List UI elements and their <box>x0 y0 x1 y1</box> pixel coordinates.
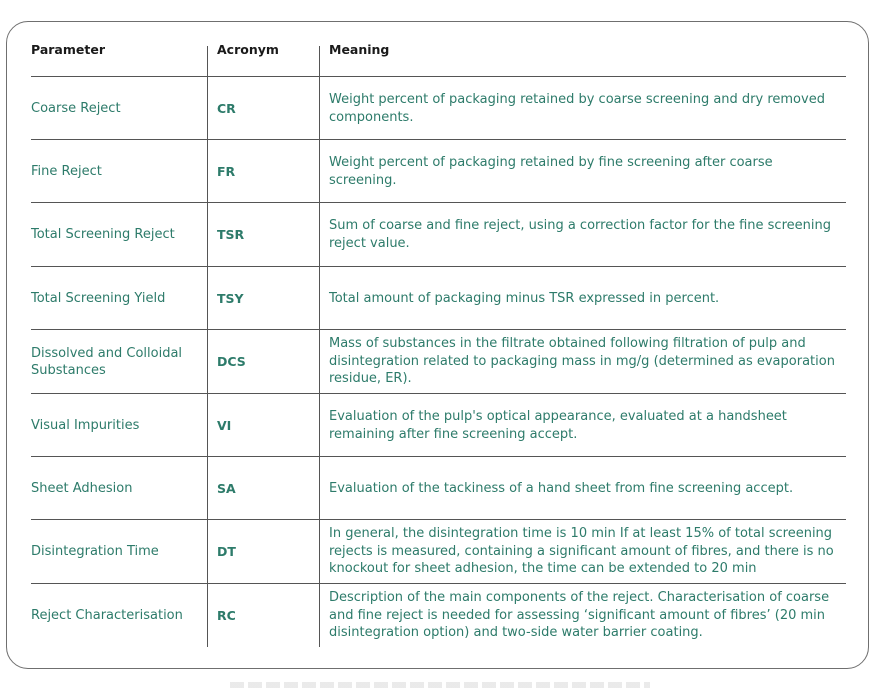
table-row <box>31 584 846 647</box>
acronym-cell: CR <box>217 101 236 116</box>
cut-off-caption <box>230 682 650 688</box>
meaning-cell: Evaluation of the tackiness of a hand sheet from fine screening accept. <box>329 480 794 496</box>
table-row <box>31 203 846 266</box>
parameter-cell: Total Screening Yield <box>31 291 166 306</box>
table-row <box>31 457 846 520</box>
parameter-cell: Dissolved and Colloidal Substances <box>31 345 183 378</box>
table-row <box>31 330 846 393</box>
meaning-cell: Weight percent of packaging retained by fine screening after coarse screening. <box>329 155 773 188</box>
acronym-cell: FR <box>217 164 236 179</box>
header-parameter: Parameter <box>31 41 105 57</box>
table-row <box>31 140 846 203</box>
parameter-cell: Reject Characterisation <box>31 608 183 623</box>
acronym-cell: VI <box>217 418 232 433</box>
table-card <box>6 21 869 669</box>
acronym-cell: RC <box>217 608 236 623</box>
acronym-cell: TSY <box>217 291 244 306</box>
header-meaning: Meaning <box>329 41 390 57</box>
parameter-cell: Total Screening Reject <box>31 227 175 242</box>
table-row <box>31 77 846 140</box>
acronym-cell: DT <box>217 544 236 559</box>
meaning-cell: Mass of substances in the filtrate obtained following filtration of pulp and disintegration related to packaging mass in mg/g (determined as evaporation residue, ER). <box>329 336 835 387</box>
table-row <box>31 267 846 330</box>
parameter-cell: Visual Impurities <box>31 418 140 433</box>
meaning-cell: Evaluation of the pulp's optical appearance, evaluated at a handsheet remaining after fine screening accept. <box>329 409 787 442</box>
acronym-cell: SA <box>217 481 236 496</box>
parameter-cell: Fine Reject <box>31 164 102 179</box>
parameter-cell: Coarse Reject <box>31 101 121 116</box>
parameter-cell: Disintegration Time <box>31 544 159 559</box>
meaning-cell: Description of the main components of the reject. Characterisation of coarse and fine reject is needed for assessing ‘significant amount of fibres’ (20 min disintegration option) and two-side water barrier coating. <box>329 590 830 641</box>
acronym-cell: TSR <box>217 227 245 242</box>
meaning-cell: Weight percent of packaging retained by coarse screening and dry removed components. <box>329 92 825 125</box>
parameter-cell: Sheet Adhesion <box>31 481 133 496</box>
meaning-cell: In general, the disintegration time is 10 min If at least 15% of total screening rejects is measured, containing a significant amount of fibres, and there is no knockout for sheet adhesion, the time can be extended to 20 min <box>329 526 834 577</box>
acronym-cell: DCS <box>217 354 246 369</box>
table-row <box>31 394 846 457</box>
meaning-cell: Total amount of packaging minus TSR expressed in percent. <box>329 290 720 306</box>
meaning-cell: Sum of coarse and fine reject, using a correction factor for the fine screening reject value. <box>329 218 831 251</box>
header-acronym: Acronym <box>217 41 279 57</box>
table-row <box>31 520 846 583</box>
